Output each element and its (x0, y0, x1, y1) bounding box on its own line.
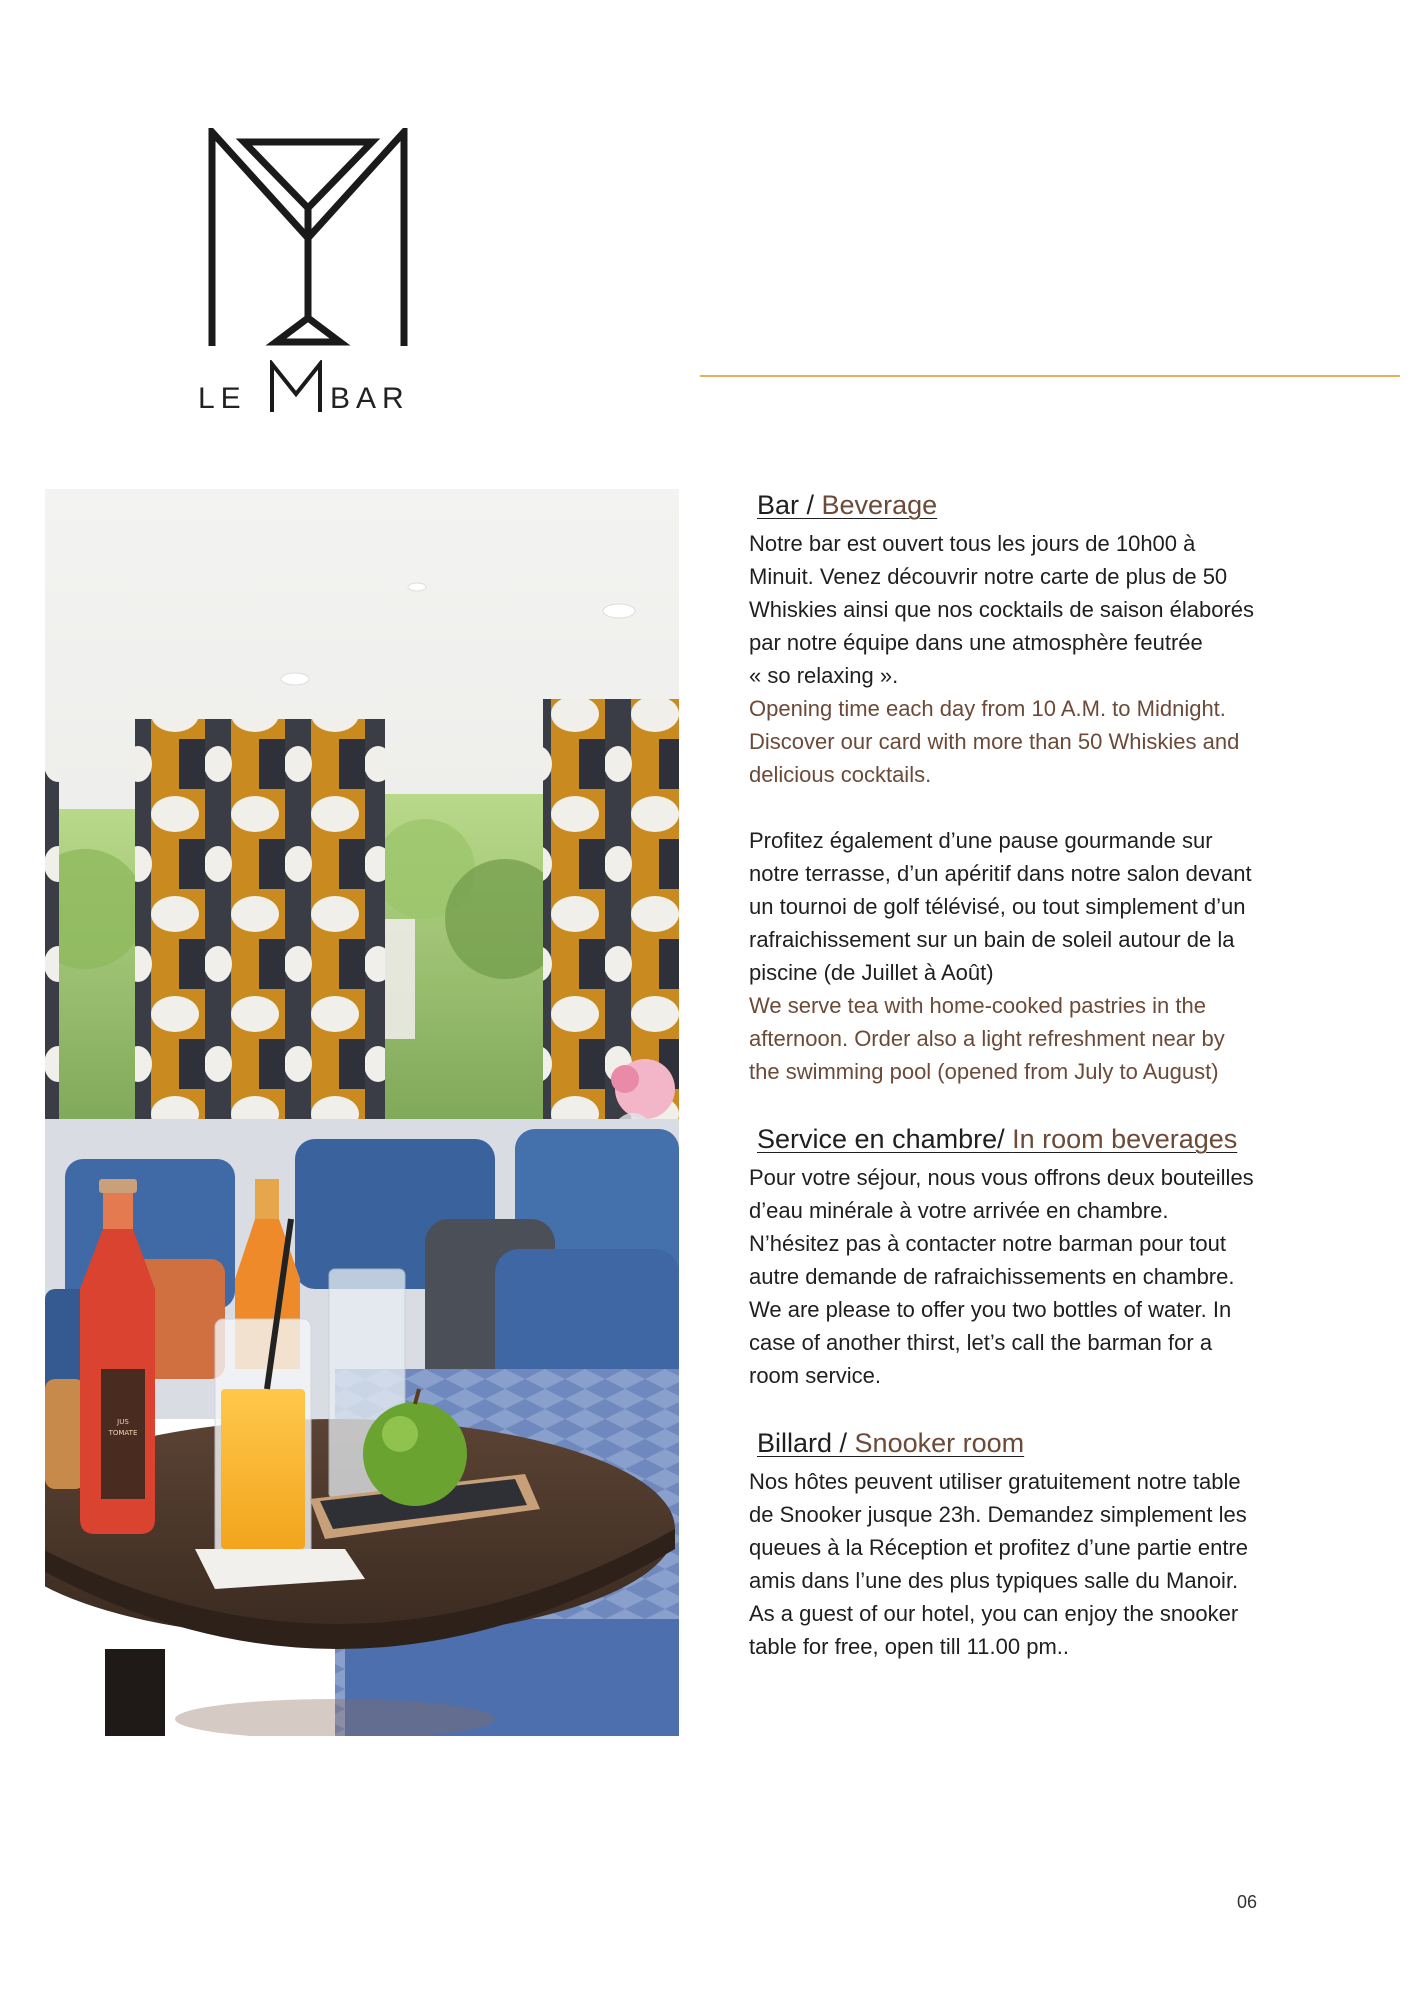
billard-line: queues à la Réception et profitez d’une partie entre (749, 1535, 1248, 1560)
section-title-bar (757, 487, 1329, 523)
bar-fr-line: « so relaxing ». (749, 663, 899, 688)
page-number: 06 (1237, 1892, 1258, 1912)
bar-en-line: delicious cocktails. (749, 762, 932, 787)
bar-fr2-line: Profitez également d’une pause gourmande sur (749, 828, 1213, 853)
bar-en2-line: We serve tea with home-cooked pastries in the (749, 993, 1206, 1018)
billard-line: table for free, open till 11.00 pm.. (749, 1634, 1069, 1659)
title-en: In room beverages (1012, 1124, 1238, 1154)
bar-en2-line: the swimming pool (opened from July to August) (749, 1059, 1219, 1084)
content-column (749, 487, 1329, 1663)
bar-en-line: Discover our card with more than 50 Whiskies and (749, 729, 1240, 754)
logo-le: LE (198, 382, 247, 415)
billard-line: As a guest of our hotel, you can enjoy the snooker (749, 1601, 1239, 1626)
bar-lounge-photo (45, 489, 679, 1736)
bar-fr-line: Notre bar est ouvert tous les jours de 10h00 à (749, 531, 1196, 556)
bottle-label-line1: JUS (117, 1418, 129, 1426)
room-line: d’eau minérale à votre arrivée en chambre. (749, 1198, 1169, 1223)
logo-bar: BAR (330, 382, 410, 415)
logo-m-letter (268, 360, 324, 416)
logo-wordmark (190, 364, 440, 424)
title-fr: Billard / (757, 1428, 855, 1458)
room-line: Pour votre séjour, nous vous offrons deux bouteilles (749, 1165, 1254, 1190)
bar-fr-line: par notre équipe dans une atmosphère feutrée (749, 630, 1203, 655)
bar-en-line: Opening time each day from 10 A.M. to Midnight. (749, 696, 1226, 721)
bar-en2-line: afternoon. Order also a light refreshment near by (749, 1026, 1225, 1051)
section-title-room (757, 1121, 1329, 1157)
bar-fr2-line: piscine (de Juillet à Août) (749, 960, 994, 985)
bar-fr-line: Whiskies ainsi que nos cocktails de saison élaborés (749, 597, 1255, 622)
room-line: case of another thirst, let’s call the barman for a (749, 1330, 1213, 1355)
title-fr: Bar / (757, 490, 822, 520)
section-title-billard (757, 1425, 1329, 1461)
title-en: Beverage (821, 490, 938, 520)
room-line: N’hésitez pas à contacter notre barman pour tout (749, 1231, 1226, 1256)
le-m-bar-logo (190, 128, 440, 418)
gold-divider (700, 375, 1400, 377)
billard-line: amis dans l’une des plus typiques salle du Manoir. (749, 1568, 1239, 1593)
bar-fr2-line: notre terrasse, d’un apéritif dans notre salon devant (749, 861, 1252, 886)
billard-line: de Snooker jusque 23h. Demandez simplement les (749, 1502, 1247, 1527)
bar-fr-line: Minuit. Venez découvrir notre carte de plus de 50 (749, 564, 1228, 589)
title-fr: Service en chambre/ (757, 1124, 1013, 1154)
room-line: room service. (749, 1363, 882, 1388)
room-line: We are please to offer you two bottles of water. In (749, 1297, 1232, 1322)
cocktail-glass-m-icon (208, 128, 408, 350)
room-line: autre demande de rafraichissements en chambre. (749, 1264, 1235, 1289)
bottle-label-line2: TOMATE (108, 1429, 138, 1437)
billard-line: Nos hôtes peuvent utiliser gratuitement notre table (749, 1469, 1241, 1494)
title-en: Snooker room (854, 1428, 1025, 1458)
bar-fr2-line: rafraichissement sur un bain de soleil autour de la (749, 927, 1235, 952)
bar-fr2-line: un tournoi de golf télévisé, ou tout simplement d’un (749, 894, 1246, 919)
